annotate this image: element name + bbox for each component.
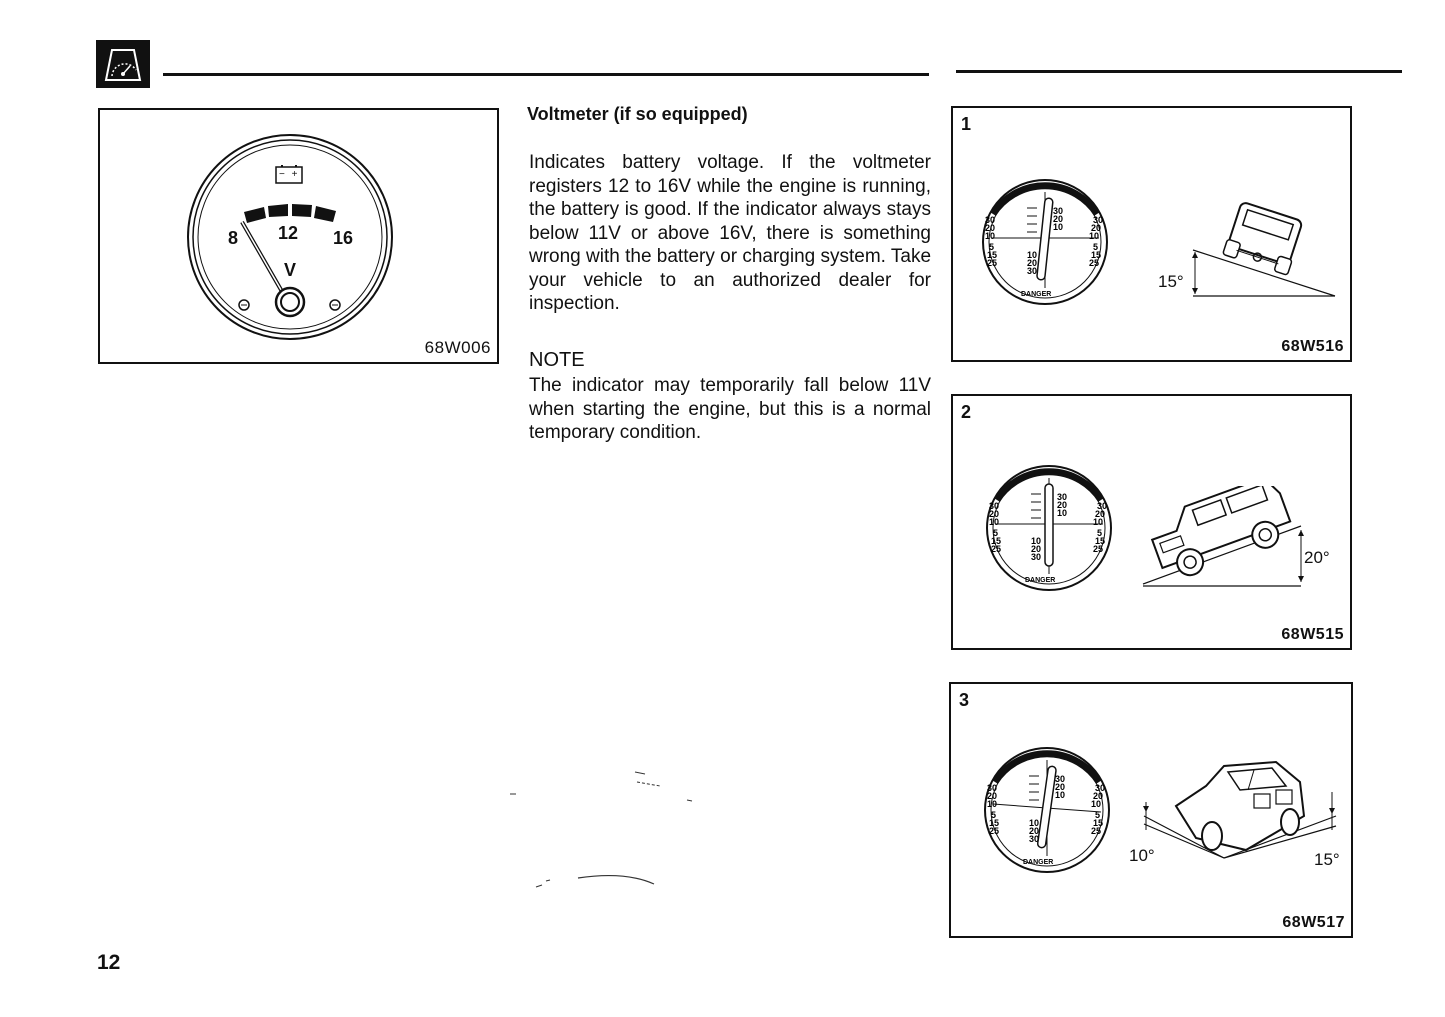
figure-3: [949, 682, 1353, 938]
figure-number: 1: [961, 114, 972, 134]
svg-text:5: 5: [1093, 242, 1099, 252]
gauge-unit: V: [284, 260, 297, 280]
svg-text:10: 10: [1029, 818, 1040, 828]
note-text: The indicator may temporarily fall below 11V when starting the engine, but this is a normal temporary condition.: [529, 375, 931, 443]
svg-text:DANGER: DANGER: [1025, 577, 1056, 584]
figure-1: [951, 106, 1352, 362]
svg-text:DANGER: DANGER: [1023, 859, 1054, 866]
body-paragraph: Indicates battery voltage. If the voltmeter registers 12 to 16V while the engine is running, the battery is good. If the indicator always stays below 11V or above 16V, there is something wrong with the battery or charging system. Take your vehicle to an authorized dealer for inspection.: [529, 152, 932, 314]
svg-text:5: 5: [989, 242, 995, 252]
svg-text:20: 20: [1031, 544, 1042, 554]
svg-text:25: 25: [1091, 826, 1102, 836]
svg-text:30: 30: [989, 501, 1000, 511]
svg-text:20: 20: [1095, 509, 1106, 519]
svg-text:10: 10: [987, 799, 998, 809]
svg-text:10: 10: [1053, 222, 1064, 232]
svg-text:25: 25: [987, 258, 998, 268]
angle-label-left: 10°: [1129, 846, 1155, 865]
svg-text:20: 20: [1091, 223, 1102, 233]
svg-text:20: 20: [985, 223, 996, 233]
svg-text:5: 5: [993, 528, 999, 538]
gauge-battery-symbol: − +: [279, 169, 300, 180]
angle-label: 20°: [1304, 548, 1330, 567]
svg-text:10: 10: [1089, 231, 1100, 241]
svg-text:30: 30: [985, 215, 996, 225]
svg-text:10: 10: [1093, 517, 1104, 527]
svg-text:10: 10: [1027, 250, 1038, 260]
svg-text:15: 15: [987, 250, 998, 260]
svg-text:30: 30: [1029, 834, 1040, 844]
svg-text:20: 20: [1053, 214, 1064, 224]
svg-text:30: 30: [1057, 492, 1068, 502]
figure-number: 3: [959, 690, 970, 710]
svg-text:30: 30: [1093, 215, 1104, 225]
vehicle-uphill-illustration: [1141, 486, 1351, 596]
svg-text:5: 5: [1095, 810, 1101, 820]
svg-text:10: 10: [1055, 790, 1066, 800]
angle-label: 15°: [1158, 272, 1184, 291]
inclinometer-illustration: [981, 178, 1109, 306]
svg-text:15: 15: [1091, 250, 1102, 260]
svg-text:10: 10: [1031, 536, 1042, 546]
header-rule-right: [956, 70, 1402, 73]
inclinometer-illustration: [985, 464, 1113, 592]
svg-text:20: 20: [987, 791, 998, 801]
scan-marks: [500, 765, 700, 895]
svg-text:10: 10: [989, 517, 1000, 527]
figure-number: 2: [961, 402, 972, 422]
vehicle-side-slope-illustration: [1143, 200, 1343, 310]
svg-text:20: 20: [1027, 258, 1038, 268]
svg-text:30: 30: [987, 783, 998, 793]
gauge-label-high: 16: [333, 228, 354, 248]
svg-text:25: 25: [989, 826, 1000, 836]
gauge-label-low: 8: [228, 228, 239, 248]
voltmeter-gauge-illustration: [100, 110, 497, 362]
dashboard-gauge-icon: [96, 40, 150, 88]
page-number: 12: [97, 951, 121, 974]
svg-text:15: 15: [991, 536, 1002, 546]
svg-text:30: 30: [1027, 266, 1038, 276]
figure-code: 68W517: [1282, 914, 1345, 931]
header-rule-left: [163, 73, 929, 76]
svg-text:5: 5: [1097, 528, 1103, 538]
svg-text:20: 20: [1029, 826, 1040, 836]
section-title: Voltmeter (if so equipped): [527, 104, 748, 124]
svg-text:25: 25: [1089, 258, 1100, 268]
angle-label-right: 15°: [1314, 850, 1340, 869]
svg-text:15: 15: [989, 818, 1000, 828]
svg-text:20: 20: [1093, 791, 1104, 801]
svg-text:30: 30: [1055, 774, 1066, 784]
svg-text:20: 20: [1055, 782, 1066, 792]
svg-text:30: 30: [1053, 206, 1064, 216]
voltmeter-figure: [98, 108, 499, 364]
figure-code: 68W515: [1281, 626, 1344, 643]
svg-text:30: 30: [1095, 783, 1106, 793]
figure-2: [951, 394, 1352, 650]
svg-text:5: 5: [991, 810, 997, 820]
svg-text:10: 10: [985, 231, 996, 241]
svg-text:10: 10: [1057, 508, 1068, 518]
svg-text:25: 25: [991, 544, 1002, 554]
figure-code: 68W516: [1281, 338, 1344, 355]
svg-text:25: 25: [1093, 544, 1104, 554]
svg-text:20: 20: [1057, 500, 1068, 510]
note-title: NOTE: [529, 349, 585, 371]
svg-text:30: 30: [1097, 501, 1108, 511]
svg-text:15: 15: [1093, 818, 1104, 828]
svg-text:15: 15: [1095, 536, 1106, 546]
svg-text:10: 10: [1091, 799, 1102, 809]
svg-text:DANGER: DANGER: [1021, 291, 1052, 298]
inclinometer-illustration: [983, 746, 1111, 874]
figure-code: 68W006: [424, 338, 491, 357]
svg-text:30: 30: [1031, 552, 1042, 562]
gauge-label-mid: 12: [278, 223, 299, 243]
svg-text:20: 20: [989, 509, 1000, 519]
